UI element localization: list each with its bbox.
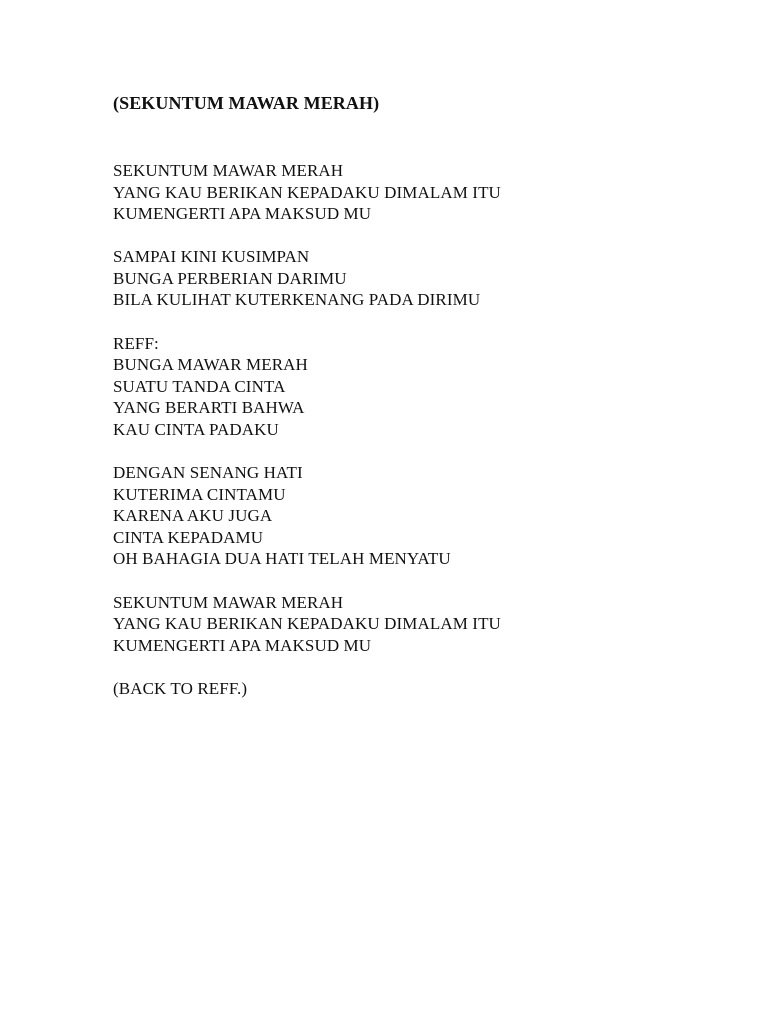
lyric-line: YANG BERARTI BAHWA bbox=[113, 398, 305, 418]
back-to-reff-note: (BACK TO REFF.) bbox=[113, 678, 248, 698]
lyric-line: BUNGA PERBERIAN DARIMU bbox=[113, 268, 347, 288]
lyric-line: SAMPAI KINI KUSIMPAN bbox=[113, 247, 310, 267]
song-lyrics bbox=[113, 92, 733, 721]
stanza-verse-3 bbox=[113, 462, 733, 570]
lyric-line: KUMENGERTI APA MAKSUD MU bbox=[113, 204, 372, 224]
lyric-line: BILA KULIHAT KUTERKENANG PADA DIRIMU bbox=[113, 290, 481, 310]
lyric-line: SEKUNTUM MAWAR MERAH bbox=[113, 161, 344, 180]
stanza-reff bbox=[113, 333, 733, 441]
stanza-back-to-reff bbox=[113, 678, 733, 700]
lyric-line: SUATU TANDA CINTA bbox=[113, 376, 286, 396]
lyric-line: KARENA AKU JUGA bbox=[113, 506, 273, 526]
stanza-verse-repeat bbox=[113, 592, 733, 657]
stanza-verse-1 bbox=[113, 160, 733, 225]
lyric-line: KUTERIMA CINTAMU bbox=[113, 484, 286, 504]
stanza-verse-2 bbox=[113, 246, 733, 311]
lyric-line: SEKUNTUM MAWAR MERAH bbox=[113, 592, 344, 612]
lyric-line: BUNGA MAWAR MERAH bbox=[113, 355, 308, 375]
lyric-line: DENGAN SENANG HATI bbox=[113, 463, 303, 483]
reff-label: REFF: bbox=[113, 333, 159, 353]
lyric-line: KAU CINTA PADAKU bbox=[113, 419, 279, 439]
song-title: (SEKUNTUM MAWAR MERAH) bbox=[113, 93, 380, 113]
lyric-line: YANG KAU BERIKAN KEPADAKU DIMALAM ITU bbox=[113, 614, 501, 634]
lyric-line: KUMENGERTI APA MAKSUD MU bbox=[113, 635, 372, 655]
lyric-line: CINTA KEPADAMU bbox=[113, 527, 264, 547]
lyric-line: YANG KAU BERIKAN KEPADAKU DIMALAM ITU bbox=[113, 182, 501, 202]
lyric-line: OH BAHAGIA DUA HATI TELAH MENYATU bbox=[113, 549, 451, 569]
